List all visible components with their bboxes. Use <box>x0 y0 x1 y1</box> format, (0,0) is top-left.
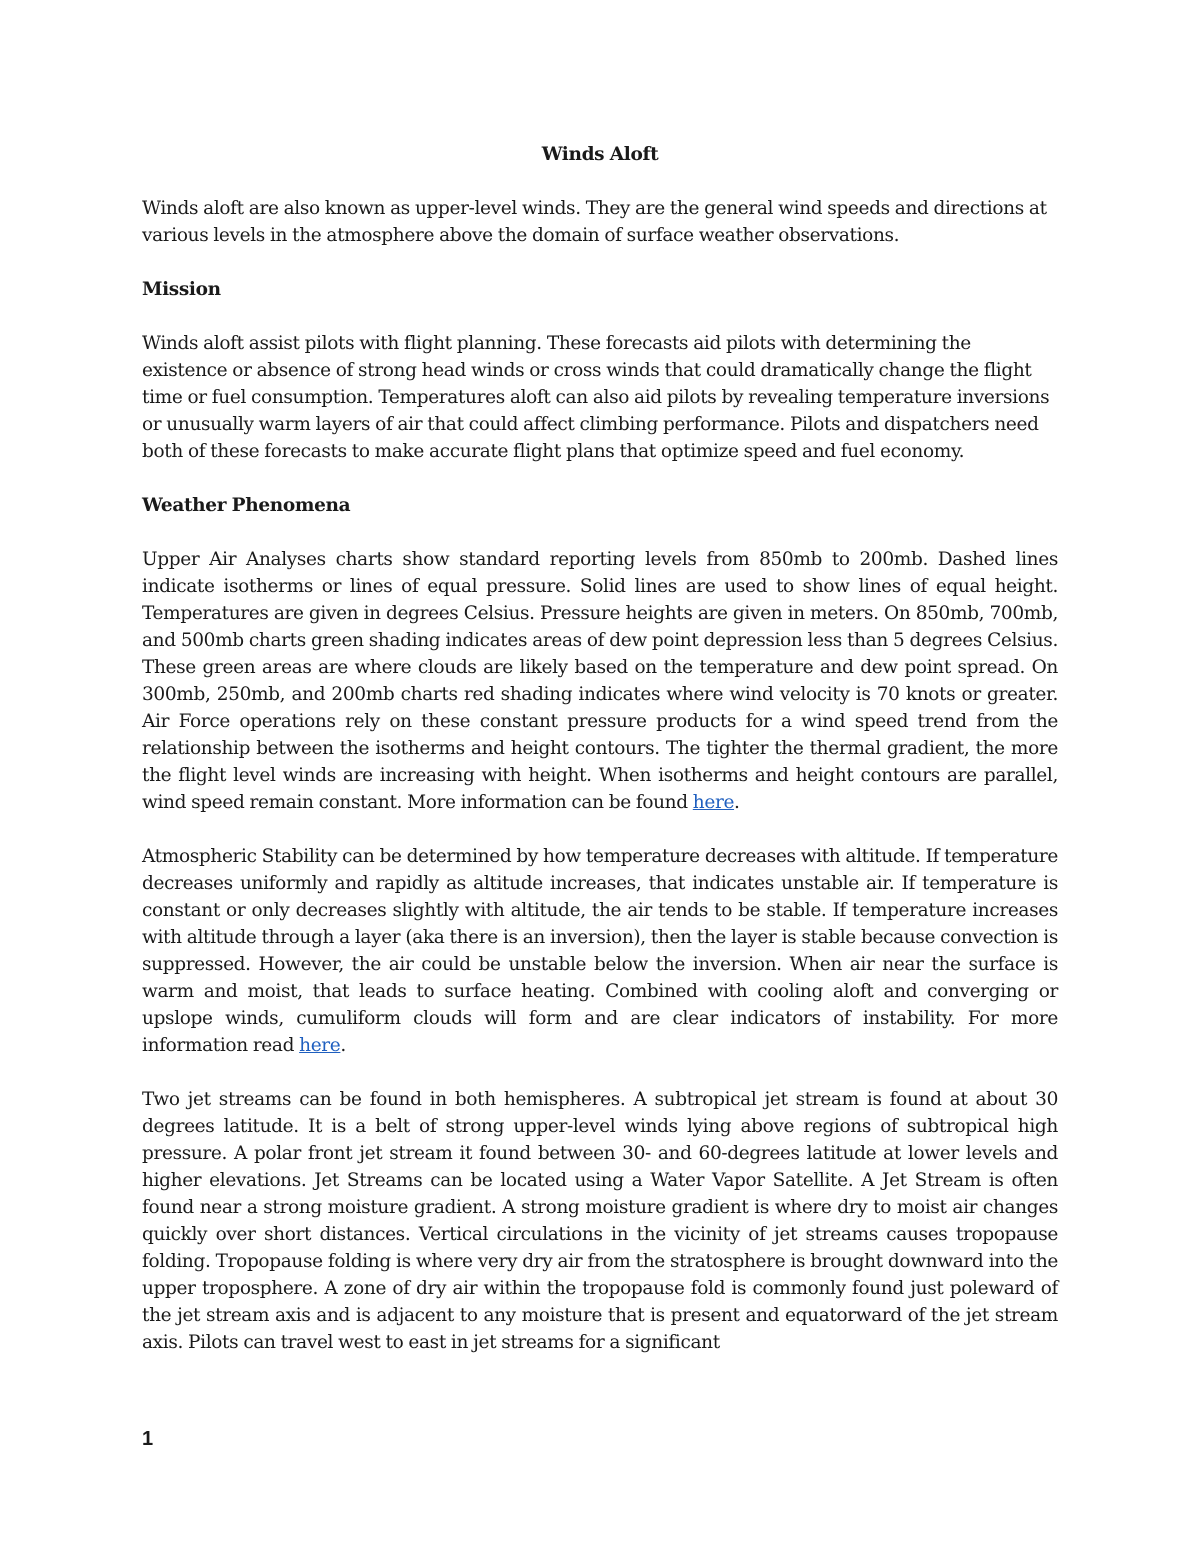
jet-stream-paragraph: Two jet streams can be found in both hemispheres. A subtropical jet stream is found at about 30 degrees latitude. It is a belt of strong upper-level winds lying above regions of subtropical high pressure. A polar front jet stream it found between 30- and 60-degrees latitude at lower levels and higher elevations. Jet Streams can be located using a Water Vapor Satellite. A Jet Stream is often found near a strong moisture gradient. A strong moisture gradient is where dry to moist air changes quickly over short distances. Vertical circulations in the vicinity of jet streams causes tropopause folding. Tropopause folding is where very dry air from the stratosphere is brought downward into the upper troposphere. A zone of dry air within the tropopause fold is commonly found just poleward of the jet stream axis and is adjacent to any moisture that is present and equatorward of the jet stream axis. Pilots can travel west to east in jet streams for a significant <box>142 1089 1058 1353</box>
document-title: Winds Aloft <box>541 144 659 165</box>
page-number: 1 <box>142 1428 154 1450</box>
upper-air-text: Upper Air Analyses charts show standard reporting levels from 850mb to 200mb. Dashed lines indicate isotherms or lines of equal pressure. Solid lines are used to show lines of equal height. Temperatures are given in degrees Celsius. Pressure heights are given in meters. On 850mb, 700mb, and 500mb charts green shading indicates areas of dew point depression less than 5 degrees Celsius. These green areas are where clouds are likely based on the temperature and dew point spread. On 300mb, 250mb, and 200mb charts red shading indicates where wind velocity is 70 knots or greater. Air Force operations rely on these constant pressure products for a wind speed trend from the relationship between the isotherms and height contours. The tighter the thermal gradient, the more the flight level winds are increasing with height. When isotherms and height contours are parallel, wind speed remain constant. More information can be found <box>142 549 1058 813</box>
mission-paragraph: Winds aloft assist pilots with flight planning. These forecasts aid pilots with determining the existence or absence of strong head winds or cross winds that could dramatically change the flight time or fuel consumption. Temperatures aloft can also aid pilots by revealing temperature inversions or unusually warm layers of air that could affect climbing performance. Pilots and dispatchers need both of these forecasts to make accurate flight plans that optimize speed and fuel economy. <box>142 333 1050 462</box>
upper-air-paragraph <box>142 546 1058 816</box>
stability-period: . <box>340 1035 346 1056</box>
upper-air-here-link[interactable]: here <box>692 792 735 813</box>
stability-paragraph <box>142 843 1058 1059</box>
document-body <box>142 141 1058 1383</box>
stability-text: Atmospheric Stability can be determined by how temperature decreases with altitude. If temperature decreases uniformly and rapidly as altitude increases, that indicates unstable air. If temperature is constant or only decreases slightly with altitude, the air tends to be stable. If temperature increases with altitude through a layer (aka there is an inversion), then the layer is stable because convection is suppressed. However, the air could be unstable below the inversion. When air near the surface is warm and moist, that leads to surface heating. Combined with cooling aloft and converging or upslope winds, cumuliform clouds will form and are clear indicators of instability. For more information read <box>142 846 1058 1056</box>
mission-heading: Mission <box>142 279 221 300</box>
upper-air-period: . <box>734 792 740 813</box>
weather-phenomena-heading: Weather Phenomena <box>142 495 351 516</box>
stability-here-link[interactable]: here <box>299 1035 341 1056</box>
intro-paragraph: Winds aloft are also known as upper-level winds. They are the general wind speeds and directions at various levels in the atmosphere above the domain of surface weather observations. <box>142 198 1047 246</box>
